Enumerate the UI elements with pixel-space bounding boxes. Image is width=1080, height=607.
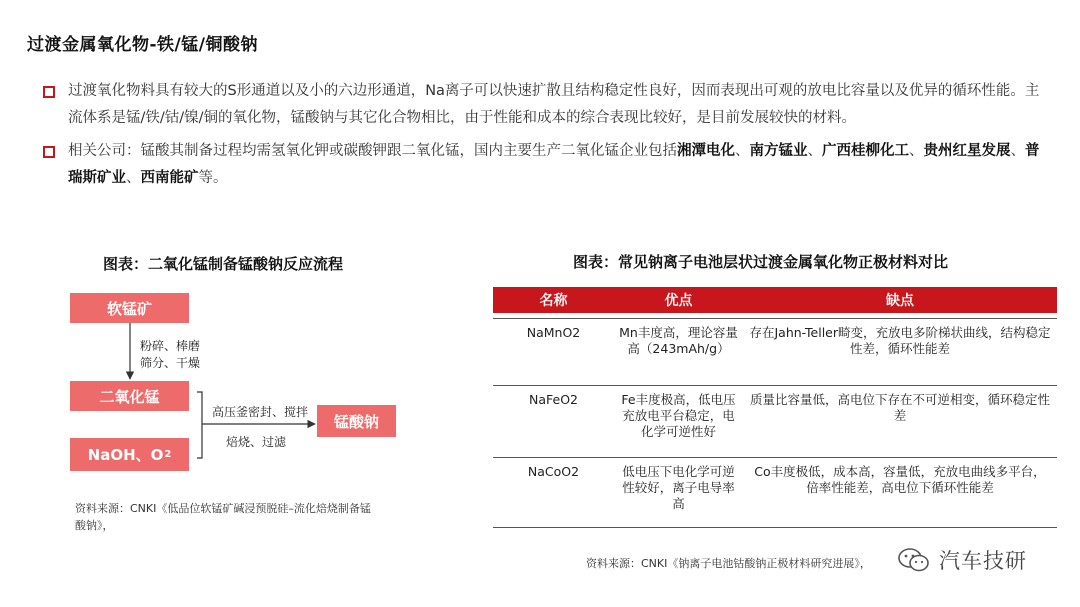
square-bullet-icon [43,86,55,98]
row-pros: 低电压下电化学可逆性较好，离子电导率高 [622,464,735,511]
row-cons: 质量比容量低，高电位下存在不可逆相变，循环稳定性差 [749,392,1050,423]
bracket [197,392,202,458]
company-name: 贵州红星发展 [923,143,1011,159]
bullet-companies-suffix: 等。 [198,170,228,186]
bullet-companies: 相关公司：锰酸其制备过程均需氢氧化钾或碳酸钾跟二氧化锰，国内主要生产二氧化锰企业包括湘潭电化、南方锰业、广西桂柳化工、贵州红星发展、普瑞斯矿业、西南能矿等。 [40,138,1040,192]
figure1-source: 资料来源：CNKI《低品位软锰矿碱浸预脱硅–流化焙烧制备锰酸钠》， [75,502,371,532]
bullet-companies-prefix: 相关公司：锰酸其制备过程均需氢氧化钾或碳酸钾跟二氧化锰，国内主要生产二氧化锰企业包括 [68,143,677,159]
figure1-title: 图表：二氧化锰制备锰酸钠反应流程 [103,255,344,273]
row-name: NaMnO2 [526,325,581,340]
square-bullet-icon [43,146,55,158]
company-name: 普瑞斯矿业 [68,143,1040,186]
flow-label-press: 高压釜密封、搅拌 [212,405,309,419]
watermark [897,545,1027,575]
flow-box-product: 锰酸钠 [317,405,396,437]
company-name: 湘潭电化 [677,143,735,159]
row-name: NaCoO2 [527,464,580,479]
figure2-title: 图表：常见钠离子电池层状过渡金属氧化物正极材料对比 [573,253,949,271]
row-cons: Co丰度极低，成本高，容量低，充放电曲线多平台，倍率性能差，高电位下循环性能差 [754,464,1046,495]
wechat-icon [897,547,931,573]
row-pros: Mn丰度高，理论容量高（243mAh/g） [619,325,738,356]
flow-box-naoh: NaOH、O 2 [70,438,189,471]
bullet-list [40,78,1040,192]
header-name: 名称 [539,293,568,309]
table-row [493,458,1057,528]
flow-box-mno2: 二氧化锰 [70,381,189,411]
row-cons: 存在Jahn-Teller畸变，充放电多阶梯状曲线，结构稳定性差，循环性能差 [749,325,1051,356]
flow-label-roast: 焙烧、过滤 [226,435,287,449]
header-cons: 缺点 [886,293,914,309]
watermark-text: 汽车技研 [939,549,1027,573]
comparison-table [493,287,1057,528]
table-row [493,318,1057,386]
bullet-materials-text: 过渡氧化物料具有较大的S形通道以及小的六边形通道，Na离子可以快速扩散且结构稳定性良好，因而表现出可观的放电比容量以及优异的循环性能。主流体系是锰/铁/钴/镍/铜的氧化物，锰酸钠与其它化合物相比，由于性能和成本的综合表现比较好，是目前发展较快的材料。 [68,83,1040,126]
flow-label-crush: 粉碎、棒磨筛分、干燥 [140,339,201,370]
company-name: 南方锰业 [749,143,808,159]
figure2-source: 资料来源：CNKI《钠离子电池钴酸钠正极材料研究进展》， [586,557,871,570]
row-pros: Fe丰度极高，低电压充放电平台稳定，电化学可逆性好 [621,392,736,439]
company-name: 西南能矿 [140,170,199,186]
table-header [493,287,1057,313]
bullet-materials [40,78,1040,132]
page-title: 过渡金属氧化物-铁/锰/铜酸钠 [27,35,258,55]
table-row [493,386,1057,458]
row-name: NaFeO2 [529,392,578,407]
flow-box-ore: 软锰矿 [70,293,189,323]
header-pros: 优点 [664,293,693,309]
company-name: 广西桂柳化工 [822,143,909,159]
